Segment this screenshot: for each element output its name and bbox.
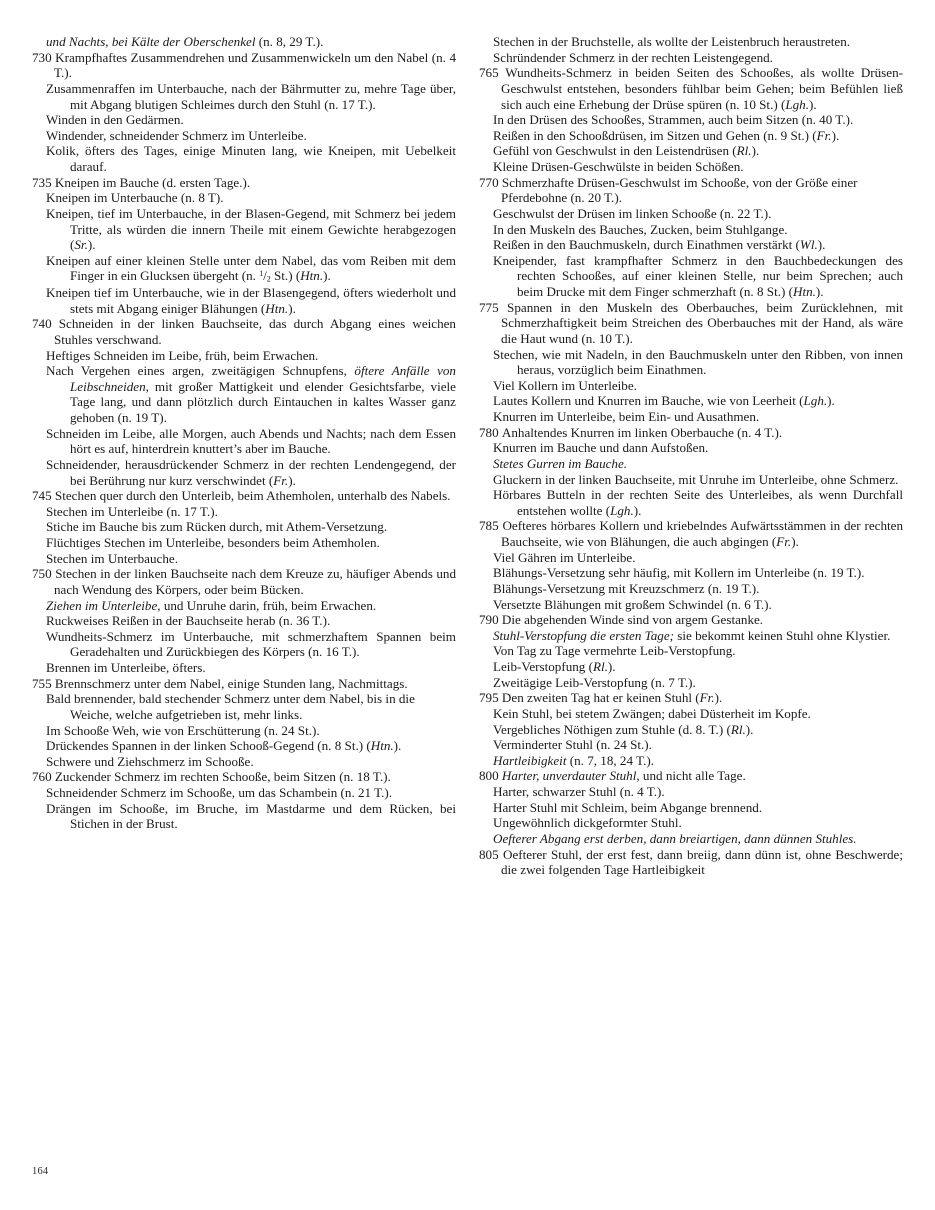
symptom-entry	[479, 753, 903, 769]
entry-text: Brennen im Unterleibe, öfters.	[46, 660, 206, 675]
symptom-entry	[479, 253, 903, 300]
entry-text: Viel Kollern im Unterleibe.	[493, 377, 637, 393]
symptom-entry	[32, 457, 456, 488]
entry-text: Stechen im Unterleibe (n. 17 T.).	[46, 503, 218, 519]
symptom-entry	[32, 535, 456, 551]
symptom-entry	[32, 785, 456, 801]
symptom-entry	[479, 378, 903, 394]
entry-text: Harter Stuhl mit Schleim, beim Abgange brennend.	[493, 799, 763, 815]
entry-text: Versetzte Blähungen mit großem Schwindel (n. 6 T.).	[493, 596, 772, 612]
symptom-entry	[479, 581, 903, 597]
symptom-entry	[479, 128, 903, 144]
symptom-entry	[479, 643, 903, 659]
entry-text: Drängen im Schooße, im Bruche, im Mastdarme und dem Rücken, bei Stichen in der Brust.	[46, 800, 456, 832]
symptom-entry	[479, 206, 903, 222]
entry-number: 775	[479, 299, 499, 315]
symptom-entry	[32, 190, 456, 206]
entry-text: Geschwulst der Drüsen im linken Schooße (n. 22 T.).	[493, 205, 772, 221]
entry-text: Flüchtiges Stechen im Unterleibe, besonders beim Athemholen.	[46, 535, 380, 550]
symptom-entry	[32, 723, 456, 739]
entry-text: Hartleibigkeit (n. 7, 18, 24 T.).	[493, 752, 654, 768]
entry-text: Kein Stuhl, bei stetem Zwängen; dabei Düsterheit im Kopfe.	[493, 705, 811, 721]
entry-text: Lautes Kollern und Knurren im Bauche, wie von Leerheit (Lgh.).	[493, 393, 835, 409]
symptom-entry	[479, 597, 903, 613]
entry-number: 750	[32, 566, 52, 582]
entry-text: Wundheits-Schmerz in beiden Seiten des Schooßes, als wollte Drüsen-Geschwulst entstehen, besonders fühlbar beim Gehen; beim Befühlen ließ sich auch eine Erhebung der Drüse spüren (n. 10 St.) (Lgh.).	[501, 65, 903, 112]
symptom-entry	[32, 504, 456, 520]
symptom-entry	[479, 706, 903, 722]
entry-text: In den Drüsen des Schooßes, Strammen, auch beim Sitzen (n. 40 T.).	[493, 112, 854, 128]
entry-text: Blähungs-Versetzung sehr häufig, mit Kollern im Unterleibe (n. 19 T.).	[493, 565, 865, 581]
symptom-entry	[32, 738, 456, 754]
symptom-entry	[32, 629, 456, 660]
entry-text: Kneipen auf einer kleinen Stelle unter dem Nabel, das vom Reiben mit dem Finger in ein Glucksen übergeht (n. $^1/_2$ St.) (Htn.).	[46, 252, 456, 284]
entry-number: 805	[479, 846, 499, 862]
left-column	[32, 34, 456, 1144]
entry-text: Leib-Verstopfung (Rl.).	[493, 659, 616, 674]
symptom-entry	[479, 722, 903, 738]
entry-number: 780	[479, 424, 499, 440]
symptom-entry	[32, 426, 456, 457]
entry-text: Spannen in den Muskeln des Oberbauches, beim Zurücklehnen, mit Schmerzhaftigkeit beim Streichen des Oberbauches mit der Hand, als wäre die Haut wund (n. 10 T.).	[501, 299, 903, 346]
symptom-entry-745	[32, 488, 456, 504]
entry-number: 770	[479, 174, 499, 190]
entry-text: Stechen im Unterbauche.	[46, 550, 178, 566]
entry-text: Schründender Schmerz in der rechten Leistengegend.	[493, 49, 773, 65]
entry-text: Viel Gähren im Unterleibe.	[493, 549, 636, 565]
page-number: 164	[32, 1166, 49, 1177]
symptom-entry-790	[479, 612, 903, 628]
symptom-entry	[479, 550, 903, 566]
entry-text: Stechen in der linken Bauchseite nach dem Kreuze zu, häufiger Abends und nach Wendung des Körpers, oder beim Bücken.	[54, 566, 456, 597]
entry-text: Schneidender Schmerz im Schooße, um das Schambein (n. 21 T.).	[46, 785, 393, 800]
entry-text: Stechen quer durch den Unterleib, beim Athemholen, unterhalb des Nabels.	[54, 488, 451, 504]
entry-text: Stechen in der Bruchstelle, als wollte der Leistenbruch heraustreten.	[493, 34, 851, 49]
entry-text: Winden in den Gedärmen.	[46, 112, 184, 128]
entry-text: Anhaltendes Knurren im linken Oberbauche (n. 4 T.).	[501, 424, 783, 440]
entry-text: Schneiden im Leibe, alle Morgen, auch Abends und Nachts; nach dem Essen hört es auf, hinterdrein knuttert’s aber im Bauche.	[46, 425, 456, 457]
symptom-entry	[479, 800, 903, 816]
entry-text: Ziehen im Unterleibe, und Unruhe darin, früh, beim Erwachen.	[46, 597, 377, 613]
symptom-entry	[479, 409, 903, 425]
symptom-entry-770	[479, 175, 903, 206]
entry-number: 745	[32, 488, 52, 504]
entry-text: Krampfhaftes Zusammendrehen und Zusammenwickeln um den Nabel (n. 4 T.).	[54, 49, 457, 81]
entry-text: Bald brennender, bald stechender Schmerz unter dem Nabel, bis in die Weiche, welche aufgetrieben ist, mehr links.	[46, 691, 415, 722]
entry-number: 740	[32, 316, 52, 332]
symptom-entry	[32, 81, 456, 112]
symptom-entry	[32, 613, 456, 629]
right-column	[479, 34, 903, 1144]
entry-text: Blähungs-Versetzung mit Kreuzschmerz (n. 19 T.).	[493, 580, 760, 596]
entry-text: Brennschmerz unter dem Nabel, einige Stunden lang, Nachmittags.	[54, 675, 408, 691]
symptom-entry	[479, 784, 903, 800]
symptom-entry	[479, 347, 903, 378]
symptom-entry	[32, 253, 456, 285]
entry-text: Knurren im Bauche und dann Aufstoßen.	[493, 440, 709, 456]
symptom-entry	[479, 159, 903, 175]
entry-text: Vergebliches Nöthigen zum Stuhle (d. 8. T.) (Rl.).	[493, 721, 754, 737]
symptom-entry-750	[32, 566, 456, 597]
symptom-entry	[479, 487, 903, 518]
symptom-entry	[479, 675, 903, 691]
entry-text: Oefteres hörbares Kollern und kriebelndes Aufwärtsstämmen in der rechten Bauchseite, wie von Blähungen, die auch abgingen (Fr.).	[501, 518, 903, 549]
entry-text: Drückendes Spannen in der linken Schooß-Gegend (n. 8 St.) (Htn.).	[46, 738, 402, 754]
entry-number: 790	[479, 612, 499, 628]
entry-text: Kneipen tief im Unterbauche, wie in der Blasengegend, öfters wiederholt und stets mit Abgang einiger Blähungen (Htn.).	[46, 285, 456, 316]
symptom-entry	[32, 754, 456, 770]
entry-number: 760	[32, 769, 52, 785]
entry-number: 795	[479, 690, 499, 706]
symptom-entry	[479, 456, 903, 472]
symptom-entry	[479, 112, 903, 128]
symptom-entry-775	[479, 300, 903, 347]
symptom-entry	[32, 660, 456, 676]
entry-text: Zuckender Schmerz im rechten Schooße, beim Sitzen (n. 18 T.).	[54, 769, 391, 785]
symptom-entry-740	[32, 316, 456, 347]
symptom-entry-735	[32, 175, 456, 191]
symptom-entry-795	[479, 690, 903, 706]
symptom-entry-765	[479, 65, 903, 112]
entry-text: Von Tag zu Tage vermehrte Leib-Verstopfung.	[493, 643, 736, 659]
entry-text: Stiche im Bauche bis zum Rücken durch, mit Athem-Versetzung.	[46, 519, 388, 535]
symptom-entry-760	[32, 769, 456, 785]
entry-text: Stuhl-Verstopfung die ersten Tage; sie bekommt keinen Stuhl ohne Klystier.	[493, 627, 891, 643]
entry-number: 755	[32, 675, 52, 691]
symptom-entry	[32, 143, 456, 174]
entry-text: Stetes Gurren im Bauche.	[493, 455, 628, 471]
entry-text: Die abgehenden Winde sind von argem Gestanke.	[501, 612, 764, 628]
entry-text: Knurren im Unterleibe, beim Ein- und Ausathmen.	[493, 409, 760, 424]
two-column-body	[32, 34, 903, 1144]
symptom-entry-785	[479, 518, 903, 549]
symptom-entry-805	[479, 847, 903, 878]
entry-text: Verminderter Stuhl (n. 24 St.).	[493, 737, 652, 753]
symptom-entry	[479, 393, 903, 409]
entry-text: Harter, schwarzer Stuhl (n. 4 T.).	[493, 784, 665, 799]
entry-text: Schwere und Ziehschmerz im Schooße.	[46, 753, 254, 769]
entry-text: Kneipen im Unterbauche (n. 8 T).	[46, 190, 224, 206]
entry-number: 800	[479, 768, 499, 784]
symptom-entry	[32, 598, 456, 614]
entry-text: Kneipender, fast krampfhafter Schmerz in den Bauchbedeckungen des rechten Schooßes, auf einer kleinen Stelle, nur beim Sprechen; auch beim Drucke mit dem Finger schmerzhaft (n. 8 St.) (Htn.).	[493, 252, 903, 299]
entry-text: Reißen in den Bauchmuskeln, durch Einathmen verstärkt (Wl.).	[493, 237, 826, 253]
symptom-entry	[479, 143, 903, 159]
entry-number: 785	[479, 518, 499, 534]
symptom-entry	[32, 112, 456, 128]
symptom-entry	[32, 34, 456, 50]
entry-text: Kneipen, tief im Unterbauche, in der Blasen-Gegend, mit Schmerz bei jedem Tritte, als würden die innern Theile mit einem Gewichte herabgezogen (Sr.).	[46, 205, 456, 253]
entry-text: Heftiges Schneiden im Leibe, früh, beim Erwachen.	[46, 347, 319, 363]
symptom-entry	[479, 737, 903, 753]
entry-number: 765	[479, 65, 499, 81]
symptom-entry	[479, 237, 903, 253]
entry-text: Reißen in den Schooßdrüsen, im Sitzen und Gehen (n. 9 St.) (Fr.).	[493, 127, 840, 143]
symptom-entry	[32, 363, 456, 426]
entry-text: Gefühl von Geschwulst in den Leistendrüsen (Rl.).	[493, 143, 760, 159]
entry-text: Zweitägige Leib-Verstopfung (n. 7 T.).	[493, 674, 696, 690]
entry-text: Harter, unverdauter Stuhl, und nicht alle Tage.	[501, 768, 746, 784]
entry-text: Ungewöhnlich dickgeformter Stuhl.	[493, 815, 682, 831]
entry-text: Im Schooße Weh, wie von Erschütterung (n. 24 St.).	[46, 722, 320, 738]
symptom-entry	[479, 815, 903, 831]
entry-text: Windender, schneidender Schmerz im Unterleibe.	[46, 127, 307, 143]
symptom-entry	[479, 34, 903, 50]
entry-text: Oefterer Abgang erst derben, dann breiartigen, dann dünnen Stuhles.	[493, 830, 857, 846]
entry-text: Hörbares Butteln in der rechten Seite des Unterleibes, als wenn Durchfall entstehen wollte (Lgh.).	[493, 487, 903, 518]
entry-text: Schneidender, herausdrückender Schmerz in der rechten Lendengegend, der bei Berührung nur kurz verschwindet (Fr.).	[46, 456, 456, 488]
entry-text: und Nachts, bei Kälte der Oberschenkel (n. 8, 29 T.).	[46, 34, 324, 49]
symptom-entry	[32, 285, 456, 316]
entry-text: Schneiden in der linken Bauchseite, das durch Abgang eines weichen Stuhles verschwand.	[54, 316, 456, 347]
entry-text: Ruckweises Reißen in der Bauchseite herab (n. 36 T.).	[46, 613, 331, 629]
symptom-entry-800	[479, 768, 903, 784]
symptom-entry	[32, 206, 456, 253]
entry-text: Den zweiten Tag hat er keinen Stuhl (Fr.).	[501, 690, 723, 706]
symptom-entry-730	[32, 50, 456, 81]
entry-text: In den Muskeln des Bauches, Zucken, beim Stuhlgange.	[493, 221, 788, 237]
symptom-entry-755	[32, 676, 456, 692]
entry-text: Gluckern in der linken Bauchseite, mit Unruhe im Unterleibe, ohne Schmerz.	[493, 471, 899, 487]
symptom-entry	[32, 519, 456, 535]
symptom-entry	[479, 628, 903, 644]
symptom-entry	[32, 801, 456, 832]
symptom-entry	[479, 222, 903, 238]
entry-text: Nach Vergehen eines argen, zweitägigen Schnupfens, öftere Anfälle von Leibschneiden, mit großer Mattigkeit und elender Gesichtsfarbe, viele Tage lang, und dann plötzlich durch Eintauchen in kaltes Wasser ganz gehoben (n. 19 T).	[46, 363, 456, 425]
symptom-entry	[32, 691, 456, 722]
symptom-entry	[32, 348, 456, 364]
symptom-entry	[479, 831, 903, 847]
entry-text: Kneipen im Bauche (d. ersten Tage.).	[54, 174, 251, 190]
symptom-entry	[479, 472, 903, 488]
entry-text: Zusammenraffen im Unterbauche, nach der Bährmutter zu, mehre Tage über, mit Abgang blutigen Schleimes durch den Stuhl (n. 17 T.).	[46, 80, 456, 112]
entry-text: Schmerzhafte Drüsen-Geschwulst im Schooße, von der Größe einer Pferdebohne (n. 20 T.).	[501, 174, 858, 206]
entry-text: Wundheits-Schmerz im Unterbauche, mit schmerzhaftem Spannen beim Geradehalten und Zurückbiegen des Körpers (n. 16 T.).	[46, 628, 456, 660]
symptom-entry	[479, 659, 903, 675]
symptom-entry	[479, 440, 903, 456]
entry-number: 730	[32, 49, 52, 65]
symptom-entry	[479, 50, 903, 66]
symptom-entry	[479, 565, 903, 581]
entry-number: 735	[32, 174, 52, 190]
symptom-entry	[32, 128, 456, 144]
entry-text: Kolik, öfters des Tages, einige Minuten lang, wie Kneipen, mit Uebelkeit darauf.	[46, 143, 456, 174]
entry-text: Oefterer Stuhl, der erst fest, dann breiig, dann dünn ist, ohne Beschwerde; die zwei folgenden Tage Hartleibigkeit	[501, 846, 903, 878]
entry-text: Kleine Drüsen-Geschwülste in beiden Schößen.	[493, 159, 744, 174]
entry-text: Stechen, wie mit Nadeln, in den Bauchmuskeln unter den Ribben, von innen heraus, vorzüglich beim Einathmen.	[493, 346, 903, 378]
symptom-entry	[32, 551, 456, 567]
symptom-entry-780	[479, 425, 903, 441]
